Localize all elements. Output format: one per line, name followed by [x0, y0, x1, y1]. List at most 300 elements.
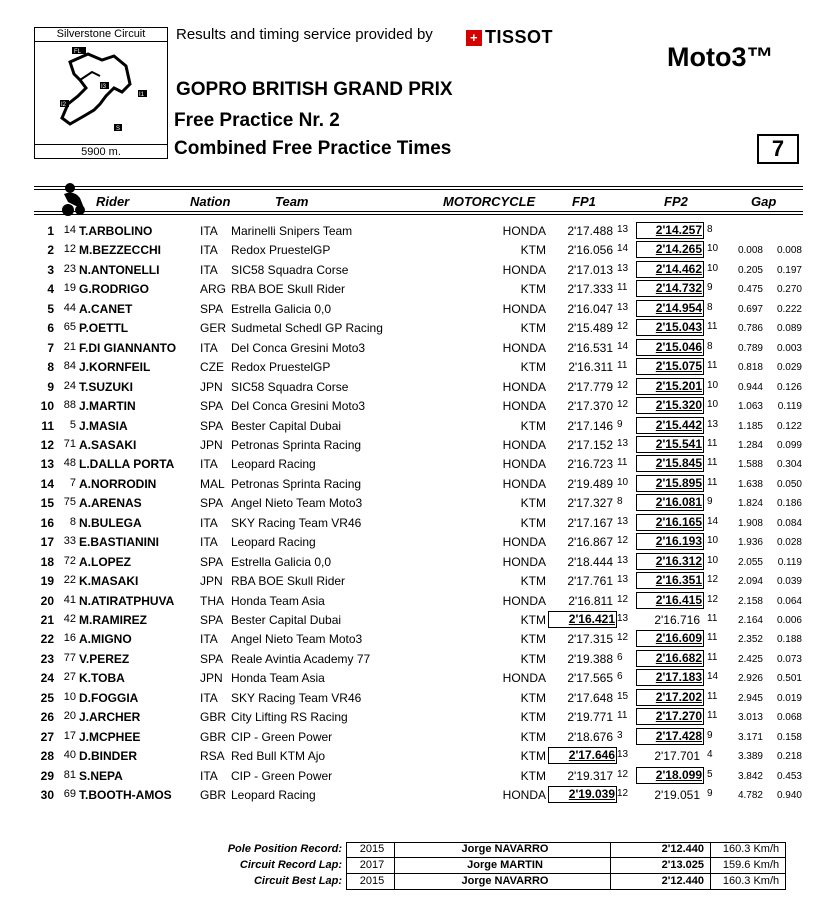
fp1-time: 2'16.723 [567, 457, 613, 472]
position: 30 [40, 788, 54, 803]
fp1-time: 2'16.531 [567, 340, 613, 355]
fp2-time: 2'16.165 [636, 514, 704, 531]
team-name: SIC58 Squadra Corse [231, 262, 349, 277]
rider-name: G.RODRIGO [79, 282, 150, 297]
fp1-time: 2'17.146 [567, 418, 613, 433]
motorcycle: HONDA [502, 437, 546, 452]
position: 15 [40, 496, 54, 511]
position: 24 [40, 671, 54, 686]
col-fp1: FP1 [572, 194, 596, 209]
fp2-laps: 12 [707, 593, 719, 605]
position: 5 [47, 301, 54, 316]
team-name: Estrella Galicia 0,0 [231, 554, 332, 569]
fp1-time: 2'16.811 [568, 593, 613, 608]
position: 4 [47, 282, 54, 297]
team-name: CIP - Green Power [231, 729, 333, 744]
table-row [0, 707, 839, 726]
fp1-laps: 11 [617, 360, 628, 372]
team-name: Leopard Racing [231, 788, 316, 803]
rider-name: V.PEREZ [79, 651, 130, 666]
nation: JPN [200, 574, 223, 589]
tissot-logo [466, 27, 553, 48]
fp2-time: 2'16.081 [636, 494, 704, 511]
gap-to-previous: 0.003 [776, 342, 802, 354]
table-row [0, 746, 839, 765]
gap-to-previous: 0.050 [776, 478, 802, 490]
record-speed: 160.3 Km/h [722, 843, 780, 855]
team-name: Petronas Sprinta Racing [231, 437, 362, 452]
gap-to-previous: 0.008 [776, 245, 802, 257]
fp2-laps: 11 [707, 476, 718, 488]
fp1-laps: 13 [617, 749, 629, 761]
fp2-laps: 9 [707, 496, 713, 508]
gap-to-first: 2.352 [737, 634, 763, 646]
team-name: Estrella Galicia 0,0 [231, 301, 332, 316]
table-row [0, 766, 839, 785]
gap-to-previous: 0.158 [776, 731, 802, 743]
rider-number: 40 [63, 749, 76, 762]
fp1-laps: 12 [617, 321, 629, 333]
gap-to-first: 3.389 [737, 751, 763, 763]
nation: ITA [200, 457, 218, 472]
motorcycle: KTM [520, 651, 546, 666]
fp2-time: 2'15.043 [636, 319, 704, 336]
rider-number: 12 [63, 243, 76, 256]
fp2-time: 2'14.954 [636, 300, 704, 317]
team-name: Marinelli Snipers Team [231, 224, 353, 238]
position: 9 [47, 379, 54, 394]
motorcycle: HONDA [502, 535, 546, 550]
nation: SPA [200, 554, 224, 569]
fp1-time: 2'17.779 [567, 379, 613, 394]
fp2-laps: 10 [707, 554, 719, 566]
motorcycle: KTM [520, 613, 546, 627]
fp1-time: 2'16.056 [567, 243, 613, 258]
fp2-laps: 14 [707, 671, 719, 683]
fp2-laps: 11 [707, 651, 718, 663]
gap-to-first: 0.008 [737, 245, 763, 257]
record-holder: Jorge NAVARRO [461, 875, 549, 887]
fp2-laps: 11 [707, 710, 718, 722]
gap-to-first: 1.936 [737, 537, 763, 549]
fp2-laps: 11 [707, 457, 718, 469]
motorcycle: KTM [520, 749, 546, 764]
record-time: 2'13.025 [661, 859, 704, 871]
gap-to-first: 2.158 [737, 595, 763, 607]
fp2-time: 2'18.099 [636, 767, 704, 784]
map-label-fl: FL [74, 49, 82, 55]
record-time: 2'12.440 [661, 843, 704, 855]
table-row [0, 649, 839, 668]
team-name: SKY Racing Team VR46 [231, 690, 362, 705]
position: 1 [47, 224, 54, 238]
fp1-laps: 12 [617, 593, 629, 605]
record-year: 2015 [359, 843, 385, 855]
team-name: Red Bull KTM Ajo [231, 749, 326, 764]
gap-to-first: 2.425 [737, 653, 763, 665]
gap-to-first: 0.786 [737, 323, 763, 335]
rider-name: A.NORRODIN [79, 476, 157, 491]
swiss-cross-icon: + [466, 30, 482, 46]
table-row [0, 688, 839, 707]
fp2-laps: 10 [707, 243, 719, 255]
rider-number: 77 [63, 651, 76, 664]
rider-number: 7 [69, 476, 76, 489]
fp1-time: 2'19.388 [567, 651, 613, 666]
table-row [0, 318, 839, 337]
records-table [222, 842, 792, 890]
table-row [0, 552, 839, 571]
fp1-laps: 6 [617, 671, 623, 683]
position: 28 [40, 749, 54, 764]
rider-number: 23 [63, 262, 76, 275]
gap-to-first: 2.094 [737, 576, 763, 588]
gap-to-first: 0.944 [737, 381, 763, 393]
fp1-time: 2'18.444 [567, 554, 613, 569]
motorcycle: KTM [520, 690, 546, 705]
fp2-time: 2'16.193 [636, 533, 704, 550]
nation: CZE [200, 360, 224, 375]
fp2-time: 2'15.320 [636, 397, 704, 414]
nation: THA [200, 593, 224, 608]
fp1-laps: 14 [617, 340, 629, 352]
table-row [0, 240, 839, 259]
table-row [0, 416, 839, 435]
team-name: Del Conca Gresini Moto3 [231, 399, 366, 414]
fp2-time: 2'16.609 [636, 630, 704, 647]
motorcycle: KTM [520, 496, 546, 511]
rider-name: J.MARTIN [79, 399, 136, 414]
class-name: Moto3™ [667, 42, 774, 72]
record-speed: 160.3 Km/h [722, 875, 780, 887]
fp2-time: 2'15.075 [636, 358, 704, 375]
rider-name: N.BULEGA [79, 515, 142, 530]
team-name: Redox PruestelGP [231, 243, 331, 258]
rider-number: 10 [63, 690, 76, 703]
fp2-laps: 8 [707, 224, 713, 235]
fp1-time: 2'17.152 [567, 437, 613, 452]
nation: ITA [200, 262, 218, 277]
gap-to-first: 2.164 [737, 615, 763, 626]
record-divider [346, 857, 786, 858]
table-row [0, 338, 839, 357]
fp2-time: 2'15.442 [636, 417, 704, 434]
rider-name: A.ARENAS [79, 496, 142, 511]
col-motorcycle: MOTORCYCLE [443, 194, 536, 209]
rider-name: P.OETTL [79, 321, 129, 336]
fp2-time: 2'17.428 [636, 728, 704, 745]
team-name: Honda Team Asia [231, 593, 325, 608]
fp1-time: 2'16.311 [568, 360, 613, 375]
team-name: CIP - Green Power [231, 768, 333, 783]
gap-to-previous: 0.006 [776, 615, 802, 626]
record-label: Circuit Best Lap: [253, 875, 342, 887]
position: 10 [40, 399, 54, 414]
rider-name: T.SUZUKI [79, 379, 133, 394]
rider-number: 5 [69, 418, 76, 431]
rider-name: J.MCPHEE [79, 729, 141, 744]
position: 2 [47, 243, 54, 258]
nation: ITA [200, 632, 218, 647]
gap-to-first: 2.926 [737, 673, 763, 685]
rider-name: A.SASAKI [79, 437, 137, 452]
fp2-time: 2'16.716 [654, 613, 700, 627]
gap-to-previous: 0.304 [776, 459, 802, 471]
gap-to-previous: 0.073 [776, 653, 802, 665]
brand-name: TISSOT [485, 27, 554, 47]
fp1-laps: 14 [617, 243, 629, 255]
header-rule-bottom [34, 211, 803, 212]
gap-to-previous: 0.218 [776, 751, 802, 763]
gap-to-previous: 0.222 [776, 303, 802, 315]
nation: GBR [200, 729, 227, 744]
position: 26 [40, 710, 54, 725]
record-divider [610, 842, 611, 890]
nation: SPA [200, 651, 224, 666]
record-year: 2017 [359, 859, 385, 871]
fp1-time: 2'15.489 [567, 321, 613, 336]
nation: SPA [200, 301, 224, 316]
fp1-time: 2'17.761 [567, 574, 613, 589]
fp2-laps: 5 [707, 768, 713, 780]
rider-name: M.BEZZECCHI [79, 243, 161, 258]
fp1-time: 2'18.676 [567, 729, 613, 744]
rider-name: J.KORNFEIL [79, 360, 151, 375]
rider-number: 72 [63, 554, 76, 567]
rider-number: 41 [63, 593, 76, 606]
table-row [0, 260, 839, 279]
gap-to-previous: 0.122 [776, 420, 802, 432]
motorcycle: KTM [520, 282, 546, 297]
record-label: Circuit Record Lap: [239, 859, 342, 871]
record-label: Pole Position Record: [227, 843, 342, 855]
fp1-laps: 13 [617, 301, 629, 313]
map-label-i2: I2 [61, 102, 67, 108]
gap-to-first: 0.697 [737, 303, 763, 315]
rider-name: A.CANET [79, 301, 133, 316]
team-name: Petronas Sprinta Racing [231, 476, 362, 491]
table-row [0, 532, 839, 551]
fp2-laps: 13 [707, 418, 719, 430]
fp2-time: 2'17.183 [636, 669, 704, 686]
rider-number: 71 [63, 437, 76, 450]
fp1-laps: 3 [617, 729, 623, 741]
nation: JPN [200, 437, 223, 452]
gap-to-first: 0.205 [737, 264, 763, 276]
position: 29 [40, 768, 54, 783]
fp1-time: 2'19.317 [567, 768, 613, 783]
gap-to-first: 3.171 [737, 731, 763, 743]
fp2-laps: 10 [707, 262, 719, 274]
motorcycle: HONDA [502, 301, 546, 316]
record-divider [394, 842, 395, 890]
rider-name: N.ATIRATPHUVA [79, 593, 175, 608]
team-name: Angel Nieto Team Moto3 [231, 496, 363, 511]
rider-number: 14 [63, 224, 76, 236]
table-row [0, 629, 839, 648]
gap-to-previous: 0.501 [776, 673, 802, 685]
position: 19 [40, 574, 54, 589]
rider-number: 8 [69, 515, 76, 528]
motorcycle: HONDA [502, 224, 546, 238]
fp2-laps: 9 [707, 282, 713, 294]
fp2-laps: 11 [707, 690, 718, 702]
fp2-time: 2'14.732 [636, 280, 704, 297]
rider-number: 69 [63, 788, 76, 801]
gap-to-first: 1.185 [737, 420, 763, 432]
fp1-time: 2'17.013 [567, 262, 613, 277]
rider-number: 42 [63, 613, 76, 625]
header-rule-bottom-2 [34, 214, 803, 215]
fp2-time: 2'17.202 [636, 689, 704, 706]
map-label-i3: I3 [101, 84, 107, 90]
rider-name: F.DI GIANNANTO [79, 340, 177, 355]
gap-to-first: 0.818 [737, 362, 763, 374]
table-row [0, 610, 839, 629]
fp1-laps: 11 [617, 457, 628, 469]
position: 12 [40, 437, 54, 452]
rider-name: T.ARBOLINO [79, 224, 153, 238]
rider-name: D.BINDER [79, 749, 138, 764]
motorcycle: HONDA [502, 476, 546, 491]
fp2-laps: 9 [707, 788, 713, 800]
fp2-laps: 11 [707, 360, 718, 372]
position: 20 [40, 593, 54, 608]
fp1-laps: 10 [617, 476, 629, 488]
fp2-laps: 11 [707, 613, 718, 624]
nation: GER [200, 321, 227, 336]
rider-number: 17 [63, 729, 76, 742]
rider-number: 84 [63, 360, 76, 373]
fp1-time: 2'16.047 [567, 301, 613, 316]
fp1-time: 2'19.771 [567, 710, 613, 725]
team-name: City Lifting RS Racing [231, 710, 348, 725]
circuit-length: 5900 m. [34, 144, 168, 159]
rider-name: M.RAMIREZ [79, 613, 147, 627]
record-holder: Jorge NAVARRO [461, 843, 549, 855]
record-divider [710, 842, 711, 890]
table-row [0, 727, 839, 746]
fp2-laps: 4 [707, 749, 713, 761]
motorcycle: KTM [520, 515, 546, 530]
fp1-laps: 12 [617, 632, 629, 644]
record-holder: Jorge MARTIN [467, 859, 543, 871]
rider-number: 75 [63, 496, 76, 509]
team-name: Del Conca Gresini Moto3 [231, 340, 366, 355]
nation: SPA [200, 613, 224, 627]
fp2-laps: 8 [707, 301, 713, 313]
record-year: 2015 [359, 875, 385, 887]
gap-to-previous: 0.188 [776, 634, 802, 646]
gap-to-previous: 0.119 [777, 556, 802, 568]
table-row [0, 299, 839, 318]
fp1-time: 2'16.867 [567, 535, 613, 550]
gap-to-first: 1.638 [737, 478, 763, 490]
fp1-time: 2'17.333 [567, 282, 613, 297]
nation: JPN [200, 671, 223, 686]
fp2-time: 2'17.270 [636, 708, 704, 725]
gap-to-first: 1.588 [737, 459, 763, 471]
team-name: Bester Capital Dubai [231, 418, 342, 433]
gap-to-previous: 0.453 [776, 770, 802, 782]
team-name: SKY Racing Team VR46 [231, 515, 362, 530]
motorcycle: KTM [520, 243, 546, 258]
fp1-laps: 9 [617, 418, 623, 430]
team-name: Bester Capital Dubai [231, 613, 342, 627]
fp2-time: 2'14.265 [636, 241, 704, 258]
position: 11 [41, 418, 54, 433]
col-nation: Nation [190, 194, 231, 209]
nation: JPN [200, 379, 223, 394]
position: 27 [40, 729, 54, 744]
fp2-time: 2'14.462 [636, 261, 704, 278]
gap-to-previous: 0.186 [776, 498, 802, 510]
rider-number: 33 [63, 535, 76, 548]
gap-to-previous: 0.029 [776, 362, 802, 374]
gap-to-first: 1.908 [737, 517, 763, 529]
gap-to-first: 0.789 [737, 342, 763, 354]
gap-to-first: 1.824 [737, 498, 763, 510]
nation: GBR [200, 710, 227, 725]
fp2-time: 2'17.701 [654, 749, 700, 764]
fp1-time: 2'19.039 [548, 786, 617, 803]
col-fp2: FP2 [664, 194, 688, 209]
fp2-time: 2'16.682 [636, 650, 704, 667]
fp1-time: 2'17.327 [567, 496, 613, 511]
rider-number: 16 [63, 632, 76, 645]
fp1-laps: 13 [617, 515, 629, 527]
nation: ARG [200, 282, 227, 297]
gap-to-previous: 0.064 [776, 595, 802, 607]
position: 14 [40, 476, 54, 491]
header-rule-top [34, 186, 803, 187]
position: 6 [47, 321, 54, 336]
map-label-i1: I1 [139, 92, 145, 98]
gap-to-previous: 0.019 [776, 692, 802, 704]
fp1-time: 2'17.315 [567, 632, 613, 647]
position: 18 [40, 554, 54, 569]
gap-to-previous: 0.068 [776, 712, 802, 724]
team-name: SIC58 Squadra Corse [231, 379, 349, 394]
gap-to-previous: 0.028 [776, 537, 802, 549]
motorcycle: KTM [520, 574, 546, 589]
col-gap: Gap [751, 194, 777, 209]
rider-number: 21 [63, 340, 76, 353]
table-row [0, 279, 839, 298]
record-speed: 159.6 Km/h [722, 859, 780, 871]
motorcycle: KTM [520, 710, 546, 725]
map-label-s: S [116, 126, 121, 132]
fp2-time: 2'19.051 [654, 788, 700, 803]
table-row [0, 785, 839, 804]
rider-number: 22 [63, 574, 76, 587]
gap-to-previous: 0.039 [776, 576, 802, 588]
team-name: Redox PruestelGP [231, 360, 331, 375]
team-name: Leopard Racing [231, 457, 316, 472]
record-divider [346, 873, 786, 874]
fp1-laps: 13 [617, 437, 629, 449]
team-name: RBA BOE Skull Rider [231, 282, 346, 297]
team-name: RBA BOE Skull Rider [231, 574, 346, 589]
fp2-time: 2'16.351 [636, 572, 704, 589]
position: 17 [40, 535, 54, 550]
gap-to-first: 2.055 [737, 556, 763, 568]
fp2-laps: 11 [707, 632, 718, 644]
position: 23 [40, 651, 54, 666]
fp2-time: 2'15.541 [636, 436, 704, 453]
gap-to-previous: 0.197 [776, 264, 802, 276]
fp1-laps: 15 [617, 690, 629, 702]
